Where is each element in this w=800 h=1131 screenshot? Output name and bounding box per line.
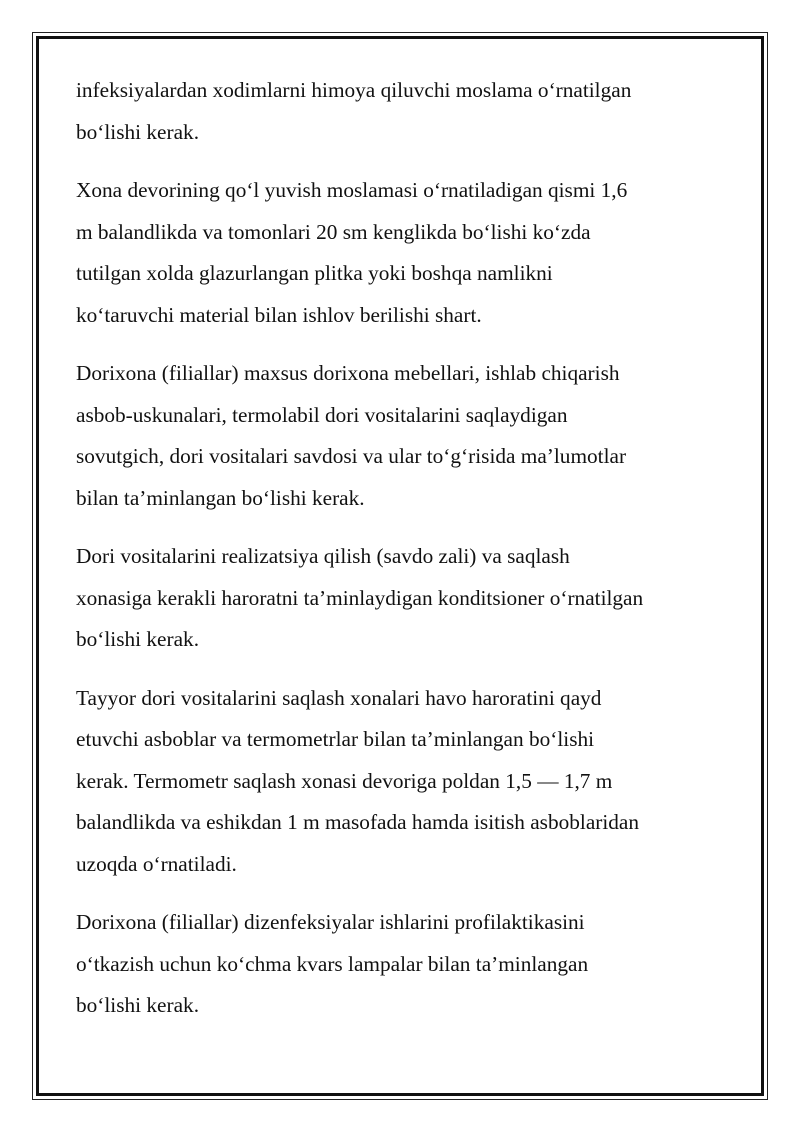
document-body — [76, 70, 736, 1044]
text-line: Dorixona (filiallar) maxsus dorixona mebellari, ishlab chiqarish — [76, 361, 620, 385]
text-line: xonasiga kerakli haroratni taʼminlaydigan konditsioner oʻrnatilgan — [76, 585, 644, 610]
text-line: uzoqda oʻrnatiladi. — [76, 851, 237, 876]
text-line: boʻlishi kerak. — [76, 627, 200, 651]
text-line: sovutgich, dori vositalari savdosi va ular toʻgʻrisida maʼlumotlar — [76, 444, 627, 468]
text-line: boʻlishi kerak. — [76, 993, 200, 1017]
paragraph-5 — [76, 678, 736, 886]
text-line: bilan taʼminlangan boʻlishi kerak. — [76, 485, 365, 510]
text-line: koʻtaruvchi material bilan ishlov berilishi shart. — [76, 302, 482, 327]
text-line: Xona devorining qoʻl yuvish moslamasi oʻrnatiladigan qismi 1,6 — [76, 178, 628, 202]
paragraph-1 — [76, 70, 736, 153]
text-line: balandlikda va eshikdan 1 m masofada hamda isitish asboblaridan — [76, 810, 640, 834]
paragraph-4 — [76, 536, 736, 661]
text-line: etuvchi asboblar va termometrlar bilan taʼminlangan boʻlishi — [76, 727, 595, 751]
text-line: Dorixona (filiallar) dizenfeksiyalar ishlarini profilaktikasini — [76, 910, 585, 934]
text-line: infeksiyalardan xodimlarni himoya qiluvchi moslama oʻrnatilgan — [76, 78, 632, 102]
text-line: tutilgan xolda glazurlangan plitka yoki boshqa namlikni — [76, 261, 553, 285]
text-line: kerak. Termometr saqlash xonasi devoriga poldan 1,5 — 1,7 m — [76, 768, 613, 793]
text-line: oʻtkazish uchun koʻchma kvars lampalar bilan taʼminlangan — [76, 951, 589, 976]
paragraph-3 — [76, 353, 736, 519]
paragraph-2 — [76, 170, 736, 336]
text-line: boʻlishi kerak. — [76, 119, 200, 144]
text-line: m balandlikda va tomonlari 20 sm kenglikda boʻlishi koʻzda — [76, 219, 591, 244]
paragraph-6 — [76, 902, 736, 1027]
text-line: Dori vositalarini realizatsiya qilish (savdo zali) va saqlash — [76, 544, 570, 568]
text-line: Tayyor dori vositalarini saqlash xonalari havo haroratini qayd — [76, 685, 602, 710]
text-line: asbob-uskunalari, termolabil dori vositalarini saqlaydigan — [76, 402, 568, 427]
